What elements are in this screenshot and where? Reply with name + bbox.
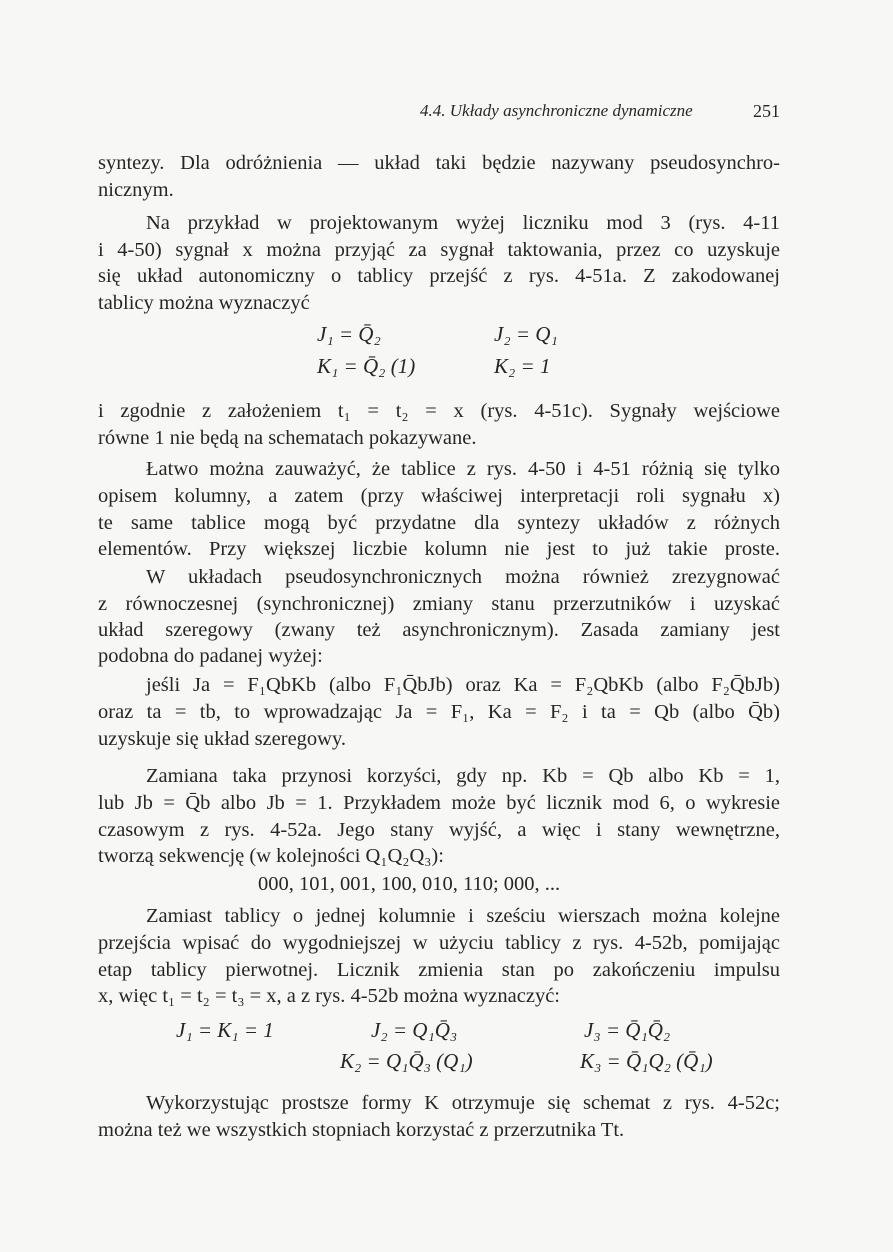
text-line: równe 1 nie będą na schematach pokazywane. xyxy=(98,427,477,449)
text-line: uzyskuje się układ szeregowy. xyxy=(98,728,347,750)
equation: J₂ = Q₁Q̄₃ xyxy=(371,1018,458,1042)
text-line: 000, 101, 001, 100, 010, 110; 000, ... xyxy=(258,873,561,895)
text-line: układ szeregowy (zwany też asynchronicznym). Zasada zamiany jest xyxy=(98,619,780,641)
equation: K₁ = Q̄₂ (1) xyxy=(317,354,416,378)
section-title: 4.4. Układy asynchroniczne dynamiczne xyxy=(420,101,693,120)
text-line: W układach pseudosynchronicznych można również zrezygnować xyxy=(146,566,780,588)
text-line: tworzą sekwencję (w kolejności Q₁Q₂Q₃): xyxy=(98,845,444,867)
text-line: Wykorzystując prostsze formy K otrzymuje się schemat z rys. 4-52c; xyxy=(146,1092,780,1114)
text-line: i 4-50) sygnał x można przyjąć za sygnał taktowania, przez co uzyskuje xyxy=(98,239,780,261)
running-header xyxy=(420,101,780,121)
equation: K₂ = 1 xyxy=(494,354,551,378)
text-line: Na przykład w projektowanym wyżej liczniku mod 3 (rys. 4-11 xyxy=(146,212,780,234)
text-line: i zgodnie z założeniem t₁ = t₂ = x (rys. 4-51c). Sygnały wejściowe xyxy=(98,400,780,422)
text-line: x, więc t₁ = t₂ = t₃ = x, a z rys. 4-52b można wyznaczyć: xyxy=(98,985,561,1007)
text-line: się układ autonomiczny o tablicy przejść z rys. 4-51a. Z zakodowanej xyxy=(98,265,780,287)
text-line: nicznym. xyxy=(98,179,174,201)
equation: J₂ = Q₁ xyxy=(494,322,558,346)
text-line: można też we wszystkich stopniach korzystać z przerzutnika Tt. xyxy=(98,1119,625,1141)
text-line: elementów. Przy większej liczbie kolumn nie jest to już takie proste. xyxy=(98,538,780,560)
text-line: etap tablicy pierwotnej. Licznik zmienia stan po zakończeniu impulsu xyxy=(98,959,780,981)
equation: J₃ = Q̄₁Q̄₂ xyxy=(584,1018,671,1042)
text-line: czasowym z rys. 4-52a. Jego stany wyjść, a więc i stany wewnętrzne, xyxy=(98,819,780,841)
text-line: przejścia wpisać do wygodniejszej w użyciu tablicy z rys. 4-52b, pomijając xyxy=(98,932,780,954)
text-line: z równoczesnej (synchronicznej) zmiany stanu przerzutników i uzyskać xyxy=(98,593,780,615)
text-line: Łatwo można zauważyć, że tablice z rys. 4-50 i 4-51 różnią się tylko xyxy=(146,458,780,480)
equation: J₁ = K₁ = 1 xyxy=(176,1018,274,1042)
equation: J₁ = Q̄₂ xyxy=(317,322,381,346)
text-line: podobna do padanej wyżej: xyxy=(98,645,323,667)
text-line: tablicy można wyznaczyć xyxy=(98,292,310,314)
text-line: syntezy. Dla odróżnienia — układ taki będzie nazywany pseudosynchro- xyxy=(98,152,780,174)
text-line: opisem kolumny, a zatem (przy właściwej interpretacji roli sygnału x) xyxy=(98,485,780,507)
text-line: Zamiana taka przynosi korzyści, gdy np. Kb = Qb albo Kb = 1, xyxy=(146,765,780,787)
text-line: lub Jb = Q̄b albo Jb = 1. Przykładem może być licznik mod 6, o wykresie xyxy=(98,792,780,814)
text-line: oraz ta = tb, to wprowadzając Ja = F₁, Ka = F₂ i ta = Qb (albo Q̄b) xyxy=(98,701,780,723)
text-line: te same tablice mogą być przydatne dla syntezy układów z różnych xyxy=(98,512,780,534)
text-line: Zamiast tablicy o jednej kolumnie i sześciu wierszach można kolejne xyxy=(146,905,780,927)
page-number: 251 xyxy=(753,101,780,121)
equation: K₂ = Q₁Q̄₃ (Q₁) xyxy=(340,1049,473,1073)
text-line: jeśli Ja = F₁QbKb (albo F₁Q̄bJb) oraz Ka = F₂QbKb (albo F₂Q̄bJb) xyxy=(146,674,780,696)
equation: K₃ = Q̄₁Q₂ (Q̄₁) xyxy=(580,1049,713,1073)
